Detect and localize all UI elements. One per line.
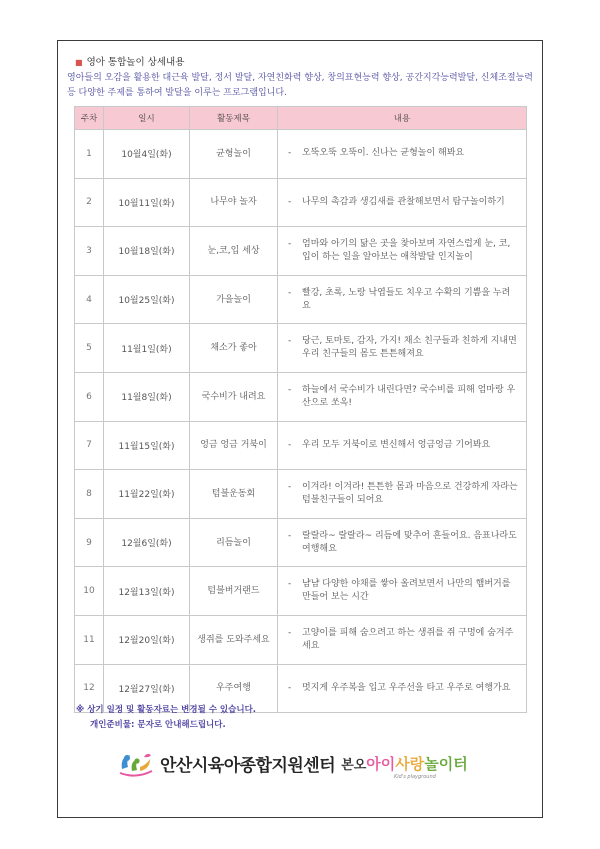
table-row — [75, 372, 527, 421]
session-date: 11월8일(화) — [104, 372, 190, 421]
week-number: 4 — [75, 275, 104, 324]
header-title: 활동제목 — [190, 107, 278, 130]
week-number: 12 — [75, 664, 104, 713]
activity-title: 리듬놀이 — [190, 518, 278, 567]
table-row — [75, 518, 527, 567]
activity-description — [278, 518, 527, 567]
activity-title: 눈,코,입 세상 — [190, 227, 278, 276]
activity-title: 채소가 좋아 — [190, 324, 278, 373]
description-text: 빨강, 초록, 노랑 낙엽들도 치우고 수확의 기쁨을 누려요 — [302, 287, 511, 311]
session-date: 11월1일(화) — [104, 324, 190, 373]
activity-title: 생쥐를 도와주세요 — [190, 615, 278, 664]
program-intro: 영아들의 오감을 활용한 대근육 발달, 정서 발달, 자연친화력 향상, 창의표현능력 향상, 공간지각능력발달, 신체조절능력 등 다양한 주제를 통하여 발달을 이루는 프로그램입니다. — [67, 73, 533, 98]
description-text: 당근, 토마토, 감자, 가지! 채소 친구들과 친하게 지내면 우리 친구들의 몸도 튼튼해져요 — [302, 336, 517, 360]
week-number: 5 — [75, 324, 104, 373]
center-name: 안산시육아종합지원센터 — [160, 755, 336, 776]
description-text: 하늘에서 국수비가 내린다면? 국수비를 피해 엄마랑 우산으로 쏘옥! — [302, 384, 516, 408]
header-content: 내용 — [278, 107, 527, 130]
section-heading — [75, 54, 184, 68]
notice-line-1: ※ 상기 일정 및 활동자료는 변경될 수 있습니다. — [76, 705, 257, 715]
brand-name — [341, 753, 468, 774]
brand-part-1: 본오 — [341, 757, 367, 773]
table-row — [75, 324, 527, 373]
week-number: 6 — [75, 372, 104, 421]
dash-bullet: - — [288, 530, 292, 541]
activity-description — [278, 470, 527, 519]
activity-description — [278, 615, 527, 664]
activity-title: 국수비가 내려요 — [190, 372, 278, 421]
week-number: 8 — [75, 470, 104, 519]
activity-description — [278, 130, 527, 179]
dash-bullet: - — [288, 682, 292, 693]
week-number: 10 — [75, 567, 104, 616]
table-row — [75, 470, 527, 519]
activity-description — [278, 275, 527, 324]
brand-part-2: 아이 — [366, 754, 396, 773]
week-number: 7 — [75, 421, 104, 470]
table-row — [75, 421, 527, 470]
table-row — [75, 567, 527, 616]
section-heading-text: 영아 통합놀이 상세내용 — [86, 57, 185, 68]
activity-title: 우주여행 — [190, 664, 278, 713]
dash-bullet: - — [288, 336, 292, 347]
activity-description — [278, 421, 527, 470]
description-text: 고양이를 피해 숨으려고 하는 생쥐를 쥐 구멍에 숨겨주세요 — [302, 627, 514, 651]
session-date: 11월22일(화) — [104, 470, 190, 519]
dash-bullet: - — [288, 287, 292, 298]
week-number: 11 — [75, 615, 104, 664]
brand-subtitle: Kid's playground — [394, 774, 436, 780]
description-text: 랄랄라~ 랄랄라~ 리듬에 맞추어 흔들어요. 음표나라도 여행해요 — [302, 530, 517, 554]
session-date: 12월13일(화) — [104, 567, 190, 616]
table-row — [75, 130, 527, 179]
brand-part-4: 놀이터 — [424, 754, 468, 773]
activity-description — [278, 324, 527, 373]
session-date: 10월18일(화) — [104, 227, 190, 276]
session-date: 12월27일(화) — [104, 664, 190, 713]
description-text: 냠냠 다양한 야채를 쌓아 올려보면서 나만의 햄버거를 만들어 보는 시간 — [302, 579, 511, 603]
description-text: 나무의 촉감과 생김새를 관찰해보면서 탐구놀이하기 — [302, 196, 505, 207]
dash-bullet: - — [288, 627, 292, 638]
description-text: 멋지게 우주복을 입고 우주선을 타고 우주로 여행가요 — [302, 682, 511, 693]
header-date: 일시 — [104, 107, 190, 130]
brand-part-3: 사랑 — [395, 754, 425, 773]
description-text: 우리 모두 거북이로 변신해서 엉금엉금 기어봐요 — [302, 439, 491, 450]
activity-description — [278, 372, 527, 421]
week-number: 3 — [75, 227, 104, 276]
header-week: 주차 — [75, 107, 104, 130]
dash-bullet: - — [288, 148, 292, 159]
description-text: 이겨라! 이겨라! 튼튼한 몸과 마음으로 건강하게 자라는 텀블친구들이 되어요 — [302, 481, 518, 505]
activity-title: 가을놀이 — [190, 275, 278, 324]
activity-description — [278, 664, 527, 713]
activity-title: 균형놀이 — [190, 130, 278, 179]
dash-bullet: - — [288, 579, 292, 590]
childcare-center-logo-icon — [118, 749, 154, 777]
activity-title: 엉금 엉금 거북이 — [190, 421, 278, 470]
table-row — [75, 615, 527, 664]
session-date: 12월20일(화) — [104, 615, 190, 664]
dash-bullet: - — [288, 196, 292, 207]
activity-description — [278, 567, 527, 616]
dash-bullet: - — [288, 481, 292, 492]
session-date: 10월25일(화) — [104, 275, 190, 324]
activity-description — [278, 227, 527, 276]
session-date: 11월15일(화) — [104, 421, 190, 470]
session-date: 10월4일(화) — [104, 130, 190, 179]
footer-logo — [118, 748, 468, 778]
table-row — [75, 178, 527, 227]
dash-bullet: - — [288, 439, 292, 450]
notice — [76, 703, 256, 733]
table-header-row — [75, 107, 527, 130]
notice-line-2: 개인준비물: 문자로 안내해드립니다. — [90, 720, 226, 730]
activity-title: 텀블버거랜드 — [190, 567, 278, 616]
square-bullet-icon: ■ — [75, 58, 83, 67]
week-number: 2 — [75, 178, 104, 227]
program-table — [74, 106, 527, 713]
dash-bullet: - — [288, 238, 292, 249]
activity-description — [278, 178, 527, 227]
dash-bullet: - — [288, 384, 292, 395]
table-row — [75, 275, 527, 324]
week-number: 9 — [75, 518, 104, 567]
activity-title: 텀블운동회 — [190, 470, 278, 519]
description-text: 오뚝오뚝 오뚝이. 신나는 균형놀이 해봐요 — [302, 148, 465, 159]
table-row — [75, 227, 527, 276]
session-date: 12월6일(화) — [104, 518, 190, 567]
session-date: 10월11일(화) — [104, 178, 190, 227]
description-text: 엄마와 아기의 닮은 곳을 찾아보며 자연스럽게 눈, 코, 입이 하는 일을 알아보는 애착발달 인지놀이 — [302, 238, 511, 262]
week-number: 1 — [75, 130, 104, 179]
activity-title: 나무야 놀자 — [190, 178, 278, 227]
